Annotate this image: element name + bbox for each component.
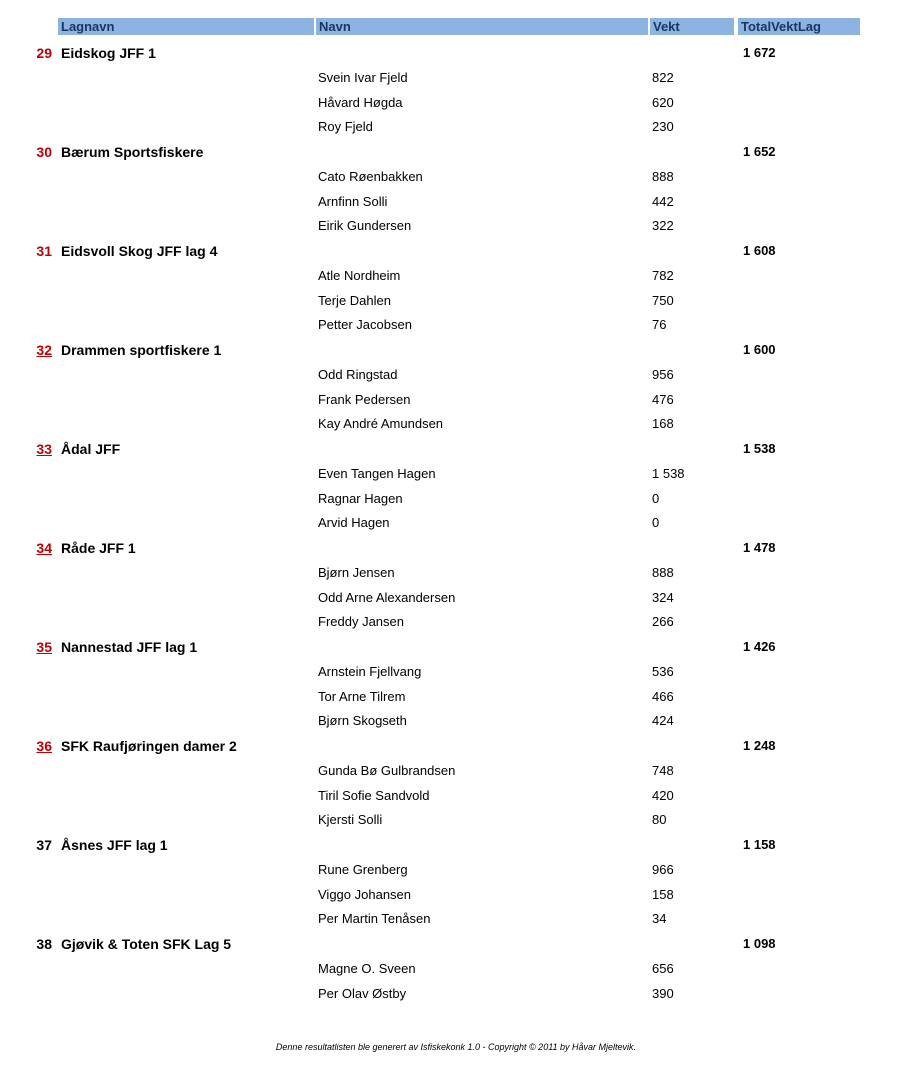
team-row <box>0 833 912 857</box>
header-lagnavn: Lagnavn <box>58 18 314 35</box>
team-name: Eidsvoll Skog JFF lag 4 <box>61 243 218 259</box>
team-name: SFK Raufjøringen damer 2 <box>61 738 237 754</box>
member-weight: 168 <box>652 416 674 431</box>
member-name: Arvid Hagen <box>318 515 390 530</box>
team-row <box>0 437 912 461</box>
member-name: Svein Ivar Fjeld <box>318 70 408 85</box>
member-name: Tiril Sofie Sandvold <box>318 788 430 803</box>
member-row <box>0 313 912 337</box>
member-weight: 1 538 <box>652 466 685 481</box>
team-row <box>0 635 912 659</box>
member-row <box>0 462 912 486</box>
team-total-weight: 1 478 <box>743 540 776 555</box>
team-row <box>0 239 912 263</box>
member-weight: 0 <box>652 515 660 530</box>
member-row <box>0 685 912 709</box>
member-weight: 888 <box>652 169 674 184</box>
member-weight: 620 <box>652 95 674 110</box>
team-name: Åsnes JFF lag 1 <box>61 837 168 853</box>
member-row <box>0 487 912 511</box>
member-weight: 158 <box>652 887 674 902</box>
member-name: Magne O. Sveen <box>318 961 416 976</box>
team-name: Ådal JFF <box>61 441 121 457</box>
team-rank[interactable]: 36 <box>36 738 52 754</box>
member-weight: 34 <box>652 911 667 926</box>
member-weight: 466 <box>652 689 674 704</box>
member-weight: 0 <box>652 491 660 506</box>
member-name: Atle Nordheim <box>318 268 401 283</box>
team-total-weight: 1 608 <box>743 243 776 258</box>
member-name: Bjørn Jensen <box>318 565 395 580</box>
team-rank: 30 <box>36 144 52 160</box>
team-row <box>0 932 912 956</box>
member-weight: 390 <box>652 986 674 1001</box>
member-weight: 748 <box>652 763 674 778</box>
member-row <box>0 363 912 387</box>
team-row <box>0 734 912 758</box>
member-weight: 956 <box>652 367 674 382</box>
member-weight: 322 <box>652 218 674 233</box>
member-row <box>0 982 912 1006</box>
team-rank[interactable]: 35 <box>36 639 52 655</box>
member-row <box>0 907 912 931</box>
member-row <box>0 660 912 684</box>
member-weight: 476 <box>652 392 674 407</box>
member-name: Eirik Gundersen <box>318 218 412 233</box>
member-name: Gunda Bø Gulbrandsen <box>318 763 456 778</box>
member-weight: 750 <box>652 293 674 308</box>
team-name: Bærum Sportsfiskere <box>61 144 204 160</box>
member-name: Even Tangen Hagen <box>318 466 436 481</box>
member-weight: 420 <box>652 788 674 803</box>
team-name: Nannestad JFF lag 1 <box>61 639 198 655</box>
member-weight: 966 <box>652 862 674 877</box>
header-navn: Navn <box>316 18 648 35</box>
member-row <box>0 709 912 733</box>
member-row <box>0 883 912 907</box>
team-rank[interactable]: 34 <box>36 540 52 556</box>
member-name: Bjørn Skogseth <box>318 713 407 728</box>
team-total-weight: 1 158 <box>743 837 776 852</box>
team-rank[interactable]: 33 <box>36 441 52 457</box>
team-rank: 37 <box>36 837 52 853</box>
member-name: Odd Ringstad <box>318 367 398 382</box>
member-name: Rune Grenberg <box>318 862 408 877</box>
copyright-footer: Denne resultatlisten ble generert av Isfiskekonk 1.0 - Copyright © 2011 by Håvar Mjeltevik. <box>275 1042 637 1052</box>
team-name: Eidskog JFF 1 <box>61 45 156 61</box>
member-weight: 536 <box>652 664 674 679</box>
member-weight: 782 <box>652 268 674 283</box>
member-row <box>0 957 912 981</box>
member-name: Håvard Høgda <box>318 95 403 110</box>
header-total: TotalVektLag <box>738 18 860 35</box>
member-name: Arnstein Fjellvang <box>318 664 422 679</box>
member-name: Per Martin Tenåsen <box>318 911 431 926</box>
member-name: Frank Pedersen <box>318 392 411 407</box>
team-row <box>0 338 912 362</box>
team-row <box>0 536 912 560</box>
member-name: Freddy Jansen <box>318 614 404 629</box>
member-name: Arnfinn Solli <box>318 194 388 209</box>
team-total-weight: 1 652 <box>743 144 776 159</box>
member-weight: 266 <box>652 614 674 629</box>
member-row <box>0 858 912 882</box>
member-row <box>0 561 912 585</box>
team-total-weight: 1 248 <box>743 738 776 753</box>
member-name: Kay André Amundsen <box>318 416 444 431</box>
member-name: Per Olav Østby <box>318 986 407 1001</box>
member-row <box>0 115 912 139</box>
team-total-weight: 1 672 <box>743 45 776 60</box>
member-weight: 822 <box>652 70 674 85</box>
member-weight: 76 <box>652 317 667 332</box>
member-name: Tor Arne Tilrem <box>318 689 406 704</box>
team-name: Råde JFF 1 <box>61 540 136 556</box>
member-name: Ragnar Hagen <box>318 491 403 506</box>
member-name: Kjersti Solli <box>318 812 383 827</box>
team-row <box>0 41 912 65</box>
member-row <box>0 264 912 288</box>
member-weight: 424 <box>652 713 674 728</box>
member-row <box>0 165 912 189</box>
team-total-weight: 1 538 <box>743 441 776 456</box>
member-row <box>0 412 912 436</box>
member-row <box>0 808 912 832</box>
member-name: Viggo Johansen <box>318 887 412 902</box>
team-total-weight: 1 600 <box>743 342 776 357</box>
team-row <box>0 140 912 164</box>
member-row <box>0 190 912 214</box>
member-row <box>0 214 912 238</box>
member-name: Odd Arne Alexandersen <box>318 590 456 605</box>
header-vekt: Vekt <box>650 18 734 35</box>
member-row <box>0 784 912 808</box>
member-weight: 324 <box>652 590 674 605</box>
team-total-weight: 1 426 <box>743 639 776 654</box>
member-weight: 442 <box>652 194 674 209</box>
member-row <box>0 91 912 115</box>
member-row <box>0 586 912 610</box>
member-name: Terje Dahlen <box>318 293 391 308</box>
member-name: Cato Røenbakken <box>318 169 423 184</box>
team-rank: 38 <box>36 936 52 952</box>
member-row <box>0 289 912 313</box>
member-row <box>0 511 912 535</box>
member-name: Roy Fjeld <box>318 119 373 134</box>
team-rank: 31 <box>36 243 52 259</box>
member-row <box>0 66 912 90</box>
team-name: Gjøvik & Toten SFK Lag 5 <box>61 936 232 952</box>
member-name: Petter Jacobsen <box>318 317 412 332</box>
team-rank[interactable]: 32 <box>36 342 52 358</box>
team-total-weight: 1 098 <box>743 936 776 951</box>
member-weight: 80 <box>652 812 667 827</box>
member-weight: 230 <box>652 119 674 134</box>
member-row <box>0 610 912 634</box>
member-row <box>0 388 912 412</box>
team-name: Drammen sportfiskere 1 <box>61 342 222 358</box>
member-row <box>0 759 912 783</box>
member-weight: 888 <box>652 565 674 580</box>
team-rank: 29 <box>36 45 52 61</box>
member-weight: 656 <box>652 961 674 976</box>
